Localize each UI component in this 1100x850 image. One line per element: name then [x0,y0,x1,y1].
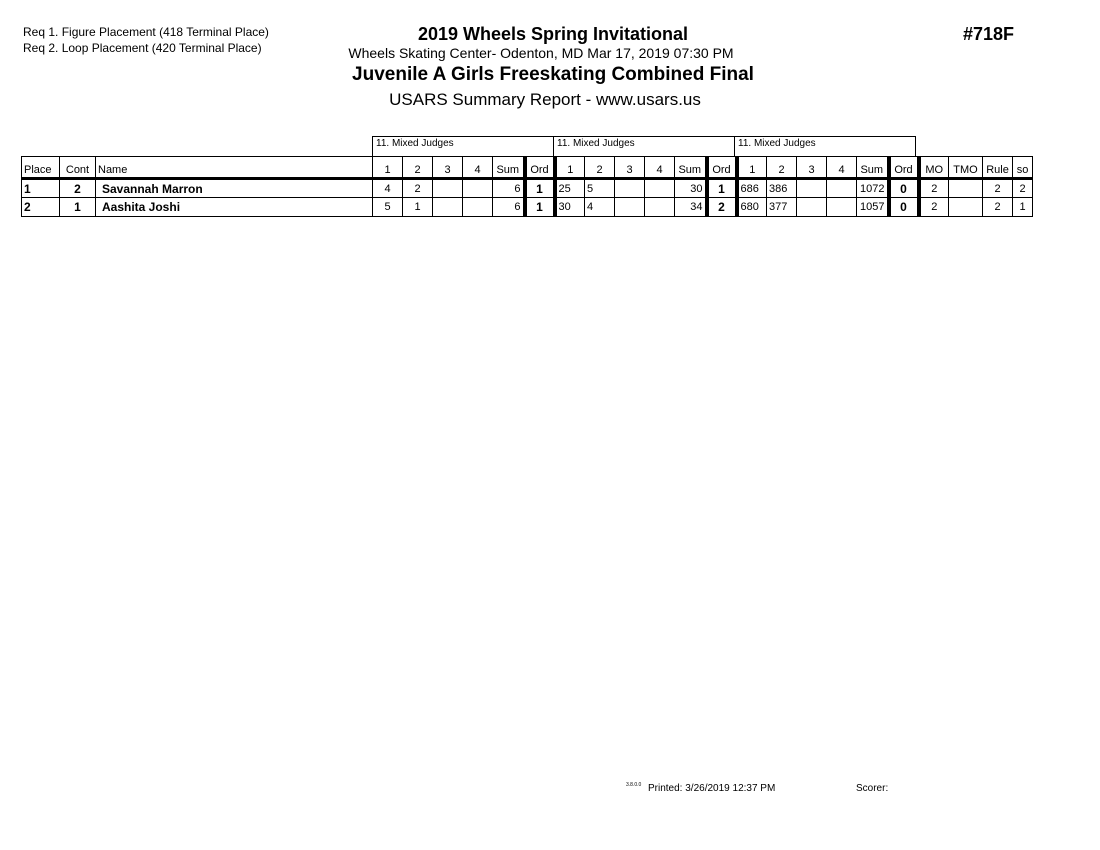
col-g3-sum: Sum [857,157,889,179]
tmo-cell [949,198,983,217]
report-title: USARS Summary Report - www.usars.us [389,90,701,109]
printed-timestamp: Printed: 3/26/2019 12:37 PM [648,783,776,794]
score-cell [615,198,645,217]
col-g1-j3: 3 [433,157,463,179]
score-cell [615,179,645,198]
mo-cell: 2 [919,179,949,198]
col-g3-j1: 1 [737,157,767,179]
event-title: Juvenile A Girls Freeskating Combined Final [352,64,754,85]
score-cell [797,179,827,198]
col-g1-sum: Sum [493,157,525,179]
score-cell: 680 [737,198,767,217]
place-cell: 1 [22,179,60,198]
sum-cell: 30 [675,179,707,198]
col-so: so [1013,157,1033,179]
col-g2-ord: Ord [707,157,737,179]
col-g3-j3: 3 [797,157,827,179]
col-g1-j1: 1 [373,157,403,179]
rule-cell: 2 [983,198,1013,217]
ordinal-cell: 0 [889,198,919,217]
col-g3-j4: 4 [827,157,857,179]
score-cell [463,179,493,198]
score-cell: 5 [373,198,403,217]
col-g2-j1: 1 [555,157,585,179]
judge-group-2-header: 11. Mixed Judges [553,136,735,156]
score-cell [433,179,463,198]
place-cell: 2 [22,198,60,217]
score-cell: 686 [737,179,767,198]
mo-cell: 2 [919,198,949,217]
score-cell: 386 [767,179,797,198]
judge-group-3-header: 11. Mixed Judges [734,136,916,156]
col-place: Place [22,157,60,179]
scorer-label: Scorer: [856,783,889,794]
col-rule: Rule [983,157,1013,179]
score-cell [797,198,827,217]
skater-name: Savannah Marron [96,179,373,198]
requirement-2-label: Req 2. [23,41,59,55]
venue-line: Wheels Skating Center- Odenton, MD Mar 17, 2019 07:30 PM [348,45,734,61]
table-row [22,179,1033,198]
so-cell: 1 [1013,198,1033,217]
results-table [21,156,1033,217]
col-name: Name [96,157,373,179]
sum-cell: 1057 [857,198,889,217]
col-g2-j2: 2 [585,157,615,179]
requirement-1 [23,24,269,40]
table-row [22,198,1033,217]
sum-cell: 6 [493,198,525,217]
version-label: 3.8.0.0 [626,782,642,788]
rule-cell: 2 [983,179,1013,198]
sum-cell: 1072 [857,179,889,198]
score-cell: 4 [585,198,615,217]
score-cell: 5 [585,179,615,198]
header-row [22,157,1033,179]
requirement-2-text: Loop Placement (420 Terminal Place) [61,41,262,55]
score-cell [433,198,463,217]
score-cell [645,179,675,198]
score-cell: 30 [555,198,585,217]
requirement-1-label: Req 1. [23,25,59,39]
score-cell: 377 [767,198,797,217]
col-g3-ord: Ord [889,157,919,179]
score-cell [645,198,675,217]
sum-cell: 6 [493,179,525,198]
col-g2-sum: Sum [675,157,707,179]
event-number: #718F [963,24,1015,44]
sum-cell: 34 [675,198,707,217]
ordinal-cell: 0 [889,179,919,198]
col-g2-j3: 3 [615,157,645,179]
col-g1-j2: 2 [403,157,433,179]
score-cell: 2 [403,179,433,198]
col-g1-ord: Ord [525,157,555,179]
ordinal-cell: 1 [525,198,555,217]
col-g2-j4: 4 [645,157,675,179]
score-cell: 25 [555,179,585,198]
ordinal-cell: 2 [707,198,737,217]
score-cell [463,198,493,217]
requirement-2 [23,40,262,56]
col-cont: Cont [60,157,96,179]
score-cell [827,179,857,198]
col-g1-j4: 4 [463,157,493,179]
col-g3-j2: 2 [767,157,797,179]
skater-name: Aashita Joshi [96,198,373,217]
competition-title: 2019 Wheels Spring Invitational [417,24,689,44]
requirement-1-text: Figure Placement (418 Terminal Place) [61,25,269,39]
ordinal-cell: 1 [707,179,737,198]
tmo-cell [949,179,983,198]
col-mo: MO [919,157,949,179]
ordinal-cell: 1 [525,179,555,198]
score-cell [827,198,857,217]
score-cell: 4 [373,179,403,198]
so-cell: 2 [1013,179,1033,198]
judge-group-1-header: 11. Mixed Judges [372,136,554,156]
col-tmo: TMO [949,157,983,179]
cont-cell: 2 [60,179,96,198]
cont-cell: 1 [60,198,96,217]
score-cell: 1 [403,198,433,217]
